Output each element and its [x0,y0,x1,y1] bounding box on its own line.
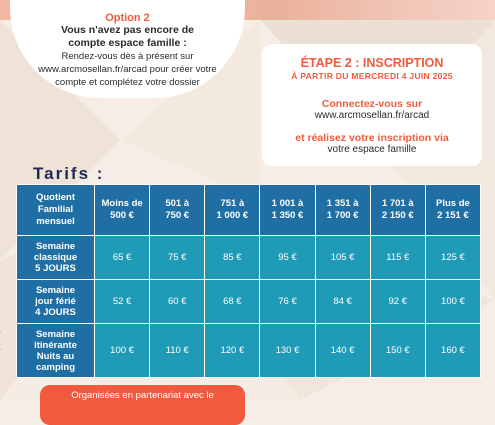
price-cell: 92 € [370,280,425,324]
price-cell: 125 € [425,236,480,280]
row-label-line: Semaine [35,328,76,340]
row-label [17,280,95,324]
row-label-line: camping [35,361,76,373]
table-row [17,236,481,280]
option-title: Option 2 [105,12,150,24]
bracket-line: 1 001 à [271,198,304,209]
option-card [10,0,245,98]
price-cell: 140 € [315,324,370,378]
row-label [17,236,95,280]
row-label-line: 4 JOURS [35,307,76,318]
inscription-link[interactable]: www.arcmosellan.fr/arcad [314,110,430,121]
price-cell: 65 € [95,236,150,280]
header-bracket [260,185,315,236]
bracket-line: Plus de [436,198,470,209]
bracket-line: 501 à [165,198,190,209]
bracket-line: 751 à [220,198,245,209]
price-cell: 95 € [260,236,315,280]
header-bracket [150,185,205,236]
table-row [17,324,481,378]
option-heading-line1: Vous n'avez pas encore de [60,24,195,36]
inscription-card [262,44,482,166]
header-bracket [95,185,150,236]
bracket-line: 750 € [165,210,190,221]
bracket-line: Moins de [101,198,143,209]
bracket-line: 2 151 € [437,210,469,221]
price-cell: 76 € [260,280,315,324]
option-body-line3: compte et complétez votre dossier [55,77,200,88]
partner-banner: Organisées en partenariat avec le [40,385,245,425]
row-label-line: Semaine [35,241,76,252]
price-cell: 160 € [425,324,480,378]
header-bracket [370,185,425,236]
row-label-line: Nuits au [36,350,75,362]
price-cell: 150 € [370,324,425,378]
bracket-line: 1 700 € [326,210,359,221]
bracket-line: 1 701 à [381,198,414,209]
header-bracket [315,185,370,236]
header-quotient [17,185,95,236]
side-note [0,322,1,387]
option-body-line2: www.arcmosellan.fr/arcad pour créer votre [38,64,217,75]
header-label-line: Quotient [35,192,76,203]
price-cell: 60 € [150,280,205,324]
bracket-line: 1 350 € [271,210,304,221]
option-body-line1: Rendez-vous dès à présent sur [61,51,194,62]
bracket-line: 1 000 € [216,210,249,221]
option-heading-line2: compte espace famille : [68,37,187,49]
tarifs-table [16,184,481,378]
tarifs-title: Tarifs : [33,164,105,183]
price-cell: 68 € [205,280,260,324]
price-cell: 110 € [150,324,205,378]
price-cell: 52 € [95,280,150,324]
price-cell: 105 € [315,236,370,280]
row-label-line: classique [33,252,78,263]
table-header-row [17,185,481,236]
header-bracket [425,185,480,236]
via-target: votre espace famille [327,144,417,155]
header-label-line: Familial [37,204,74,215]
price-cell: 120 € [205,324,260,378]
row-label-line: Semaine [35,285,76,296]
step-subtitle: À PARTIR DU MERCREDI 4 JUIN 2025 [291,71,453,81]
row-label [17,324,95,378]
price-cell: 100 € [425,280,480,324]
row-label-line: itinérante [34,339,77,351]
price-cell: 75 € [150,236,205,280]
header-bracket [205,185,260,236]
price-cell: 84 € [315,280,370,324]
header-label-line: mensuel [36,216,75,227]
row-label-line: 5 JOURS [35,263,76,274]
price-cell: 130 € [260,324,315,378]
price-cell: 85 € [205,236,260,280]
price-cell: 100 € [95,324,150,378]
table-row [17,280,481,324]
bracket-line: 1 351 à [326,198,359,209]
row-label-line: jour férié [35,296,76,307]
bracket-line: 500 € [110,210,134,221]
price-cell: 115 € [370,236,425,280]
bracket-line: 2 150 € [381,210,414,221]
via-label: et réalisez votre inscription via [295,132,449,144]
step-title: ÉTAPE 2 : INSCRIPTION [300,56,444,70]
connect-label: Connectez-vous sur [321,98,423,110]
